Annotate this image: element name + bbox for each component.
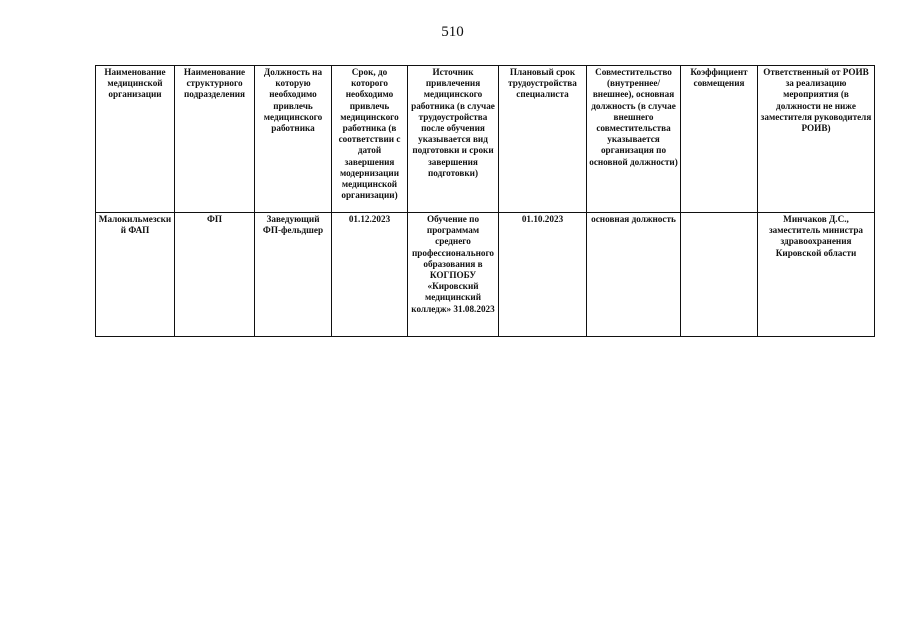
cell-planned-date: 01.10.2023 [499, 213, 587, 337]
cell-position: Заведующий ФП-фельдшер [255, 213, 332, 337]
table-row [96, 213, 875, 337]
page-number: 510 [441, 24, 464, 40]
cell-coefficient [681, 213, 758, 337]
cell-deadline: 01.12.2023 [332, 213, 408, 337]
cell-organization: Малокильмезский ФАП [96, 213, 175, 337]
header-subdivision: Наименование структурного подразделения [175, 66, 255, 213]
header-coefficient: Коэффициент совмещения [681, 66, 758, 213]
table-header-row [96, 66, 875, 213]
header-organization: Наименование медицинской организации [96, 66, 175, 213]
staffing-table [95, 65, 875, 337]
cell-responsible: Минчаков Д.С., заместитель министра здравоохранения Кировской области [758, 213, 875, 337]
cell-source: Обучение по программам среднего профессионального образования в КОГПОБУ «Кировский медицинский колледж» 31.08.2023 [408, 213, 499, 337]
header-combination: Совместительство (внутреннее/внешнее), основная должность (в случае внешнего совместительства указывается организация по основной должности) [587, 66, 681, 213]
header-planned-date: Плановый срок трудоустройства специалиста [499, 66, 587, 213]
header-deadline: Срок, до которого необходимо привлечь медицинского работника (в соответствии с датой завершения модернизации медицинской организации) [332, 66, 408, 213]
cell-subdivision: ФП [175, 213, 255, 337]
cell-combination: основная должность [587, 213, 681, 337]
header-source: Источник привлечения медицинского работника (в случае трудоустройства после обучения указывается вид подготовки и сроки завершения подготовки) [408, 66, 499, 213]
header-responsible: Ответственный от РОИВ за реализацию мероприятия (в должности не ниже заместителя руководителя РОИВ) [758, 66, 875, 213]
header-position: Должность на которую необходимо привлечь медицинского работника [255, 66, 332, 213]
